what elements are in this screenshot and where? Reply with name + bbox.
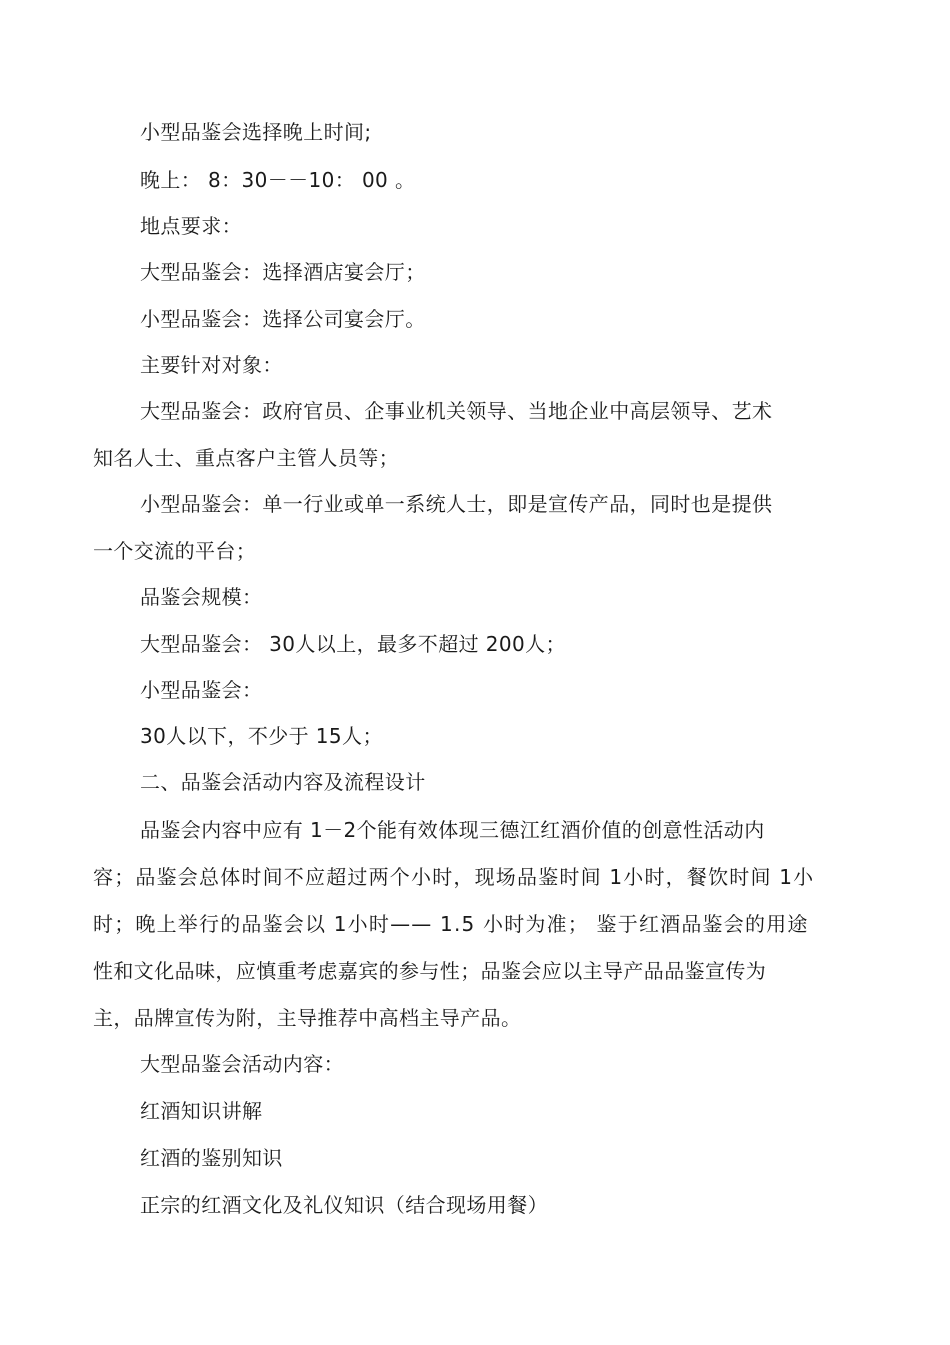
section-heading: 主要针对对象： [140, 353, 283, 377]
list-item: 红酒的鉴别知识 [140, 1146, 283, 1170]
list-item: 红酒知识讲解 [140, 1099, 263, 1123]
text-line: 品鉴会内容中应有 1－2个能有效体现三德江红酒价值的创意性活动内 [140, 818, 765, 842]
text-line: 大型品鉴会：政府官员、企事业机关领导、当地企业中高层领导、艺术 [140, 399, 773, 423]
section-heading: 大型品鉴会活动内容： [140, 1052, 344, 1076]
text-line: 大型品鉴会：选择酒店宴会厅； [140, 260, 426, 284]
list-item: 正宗的红酒文化及礼仪知识（结合现场用餐） [140, 1193, 548, 1217]
text-line: 主，品牌宣传为附，主导推荐中高档主导产品。 [93, 1006, 522, 1030]
text-line: 知名人士、重点客户主管人员等； [93, 446, 399, 470]
section-heading: 二、品鉴会活动内容及流程设计 [140, 770, 426, 794]
text-line: 大型品鉴会： 30人以上，最多不超过 200人； [140, 632, 566, 656]
text-line: 容；品鉴会总体时间不应超过两个小时，现场品鉴时间 1小时，餐饮时间 1小 [93, 865, 815, 889]
text-line: 30人以下，不少于 15人； [140, 724, 383, 748]
text-line: 小型品鉴会：单一行业或单一系统人士，即是宣传产品，同时也是提供 [140, 492, 773, 516]
text-line: 性和文化品味，应慎重考虑嘉宾的参与性；品鉴会应以主导产品品鉴宣传为 [93, 959, 767, 983]
text-line: 地点要求： [140, 214, 242, 238]
text-line: 一个交流的平台； [93, 539, 257, 563]
text-line: 晚上： 8：30－－10： 00 。 [140, 168, 416, 192]
text-line: 小型品鉴会：选择公司宴会厅。 [140, 307, 426, 331]
section-heading: 品鉴会规模： [140, 585, 263, 609]
text-line: 时；晚上举行的品鉴会以 1小时—— 1.5 小时为准； 鉴于红酒品鉴会的用途 [93, 912, 809, 936]
text-line: 小型品鉴会： [140, 678, 263, 702]
text-line: 小型品鉴会选择晚上时间; [140, 120, 372, 144]
